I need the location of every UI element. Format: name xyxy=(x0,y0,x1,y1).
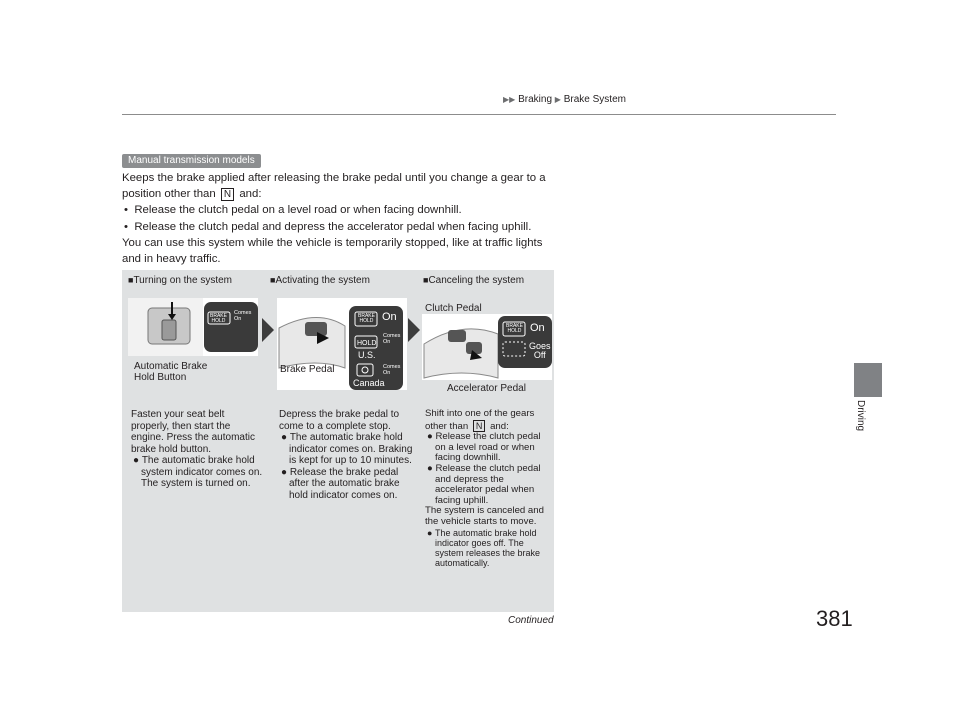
brake-hold-indicator-icon: BRAKE HOLD xyxy=(506,323,523,334)
chevron-right-icon: ▶▶ xyxy=(503,95,516,104)
breadcrumb-item-braking[interactable]: Braking xyxy=(518,94,552,105)
section-tab-label: Driving xyxy=(855,400,866,432)
intro-text xyxy=(122,170,562,267)
automatic-brake-hold-button-label: Automatic Brake Hold Button xyxy=(134,361,208,383)
step-text-activating: Depress the brake pedal to come to a complete stop. ● The automatic brake hold indicator comes on. Braking is kept for up to 10 minutes. ● Release the brake pedal after the automatic brake hold indicator comes on. xyxy=(279,409,413,501)
breadcrumb-item-brake-system[interactable]: Brake System xyxy=(563,94,626,105)
continued-label: Continued xyxy=(508,615,554,626)
step-bullet: ● The automatic brake hold system indicator comes on. The system is turned on. xyxy=(133,455,263,489)
hold-indicator-icon: HOLD xyxy=(357,340,377,347)
intro-outro: You can use this system while the vehicle is temporarily stopped, like at traffic lights and in heavy traffic. xyxy=(122,236,543,266)
figure-brake-pedal xyxy=(277,298,407,390)
intro-bullet: • Release the clutch pedal on a level road or when facing downhill. xyxy=(124,204,462,217)
step-bullet: ● Release the clutch pedal and depress the accelerator pedal when facing uphill. xyxy=(427,462,541,506)
on-label: On xyxy=(382,311,397,323)
heading-turning-on: ■Turning on the system xyxy=(128,275,233,286)
goes-off-label: Goes Off xyxy=(529,341,551,360)
gear-n-key: N xyxy=(473,420,486,432)
figure-clutch-accelerator xyxy=(422,314,552,380)
header-divider xyxy=(122,114,836,115)
step-bullet: ● The automatic brake hold indicator goes off. The system releases the brake automatically. xyxy=(427,527,541,568)
step-arrow-icon xyxy=(408,318,420,342)
on-label: On xyxy=(530,322,545,334)
step-bullet: ● The automatic brake hold indicator comes on. Braking is kept for up to 10 minutes. xyxy=(281,432,413,466)
intro-line2: position other than N and: xyxy=(122,188,262,201)
intro-bullet: • Release the clutch pedal and depress the accelerator pedal when facing uphill. xyxy=(124,220,532,233)
brake-hold-indicator-icon: BRAKE HOLD xyxy=(210,313,227,324)
chevron-right-icon: ▶ xyxy=(554,95,561,104)
page-number: 381 xyxy=(816,606,853,631)
brake-hold-indicator-icon: BRAKE HOLD xyxy=(358,313,375,324)
model-badge: Manual transmission models xyxy=(122,154,261,168)
section-tab xyxy=(854,363,882,397)
step-text-turning-on: Fasten your seat belt properly, then start the engine. Press the automatic brake hold button. ● The automatic brake hold system indicator comes on. The system is turned on. xyxy=(131,409,263,489)
us-label: U.S. xyxy=(358,350,376,360)
comes-on-label: Comes On xyxy=(383,333,401,345)
gear-n-key: N xyxy=(221,188,234,201)
comes-on-label: Comes On xyxy=(383,364,401,376)
comes-on-label: Comes On xyxy=(234,310,252,322)
step-bullet: ● Release the brake pedal after the automatic brake hold indicator comes on. xyxy=(281,466,400,501)
intro-line1: Keeps the brake applied after releasing the brake pedal until you change a gear to a xyxy=(122,172,546,184)
step-bullet: ● Release the clutch pedal on a level road or when facing downhill. xyxy=(427,431,541,464)
clutch-pedal-label: Clutch Pedal xyxy=(425,303,482,314)
step-arrow-icon xyxy=(262,318,274,342)
accelerator-pedal-label: Accelerator Pedal xyxy=(447,383,526,394)
button-illustration xyxy=(128,298,258,356)
canada-label: Canada xyxy=(353,378,385,388)
heading-canceling: ■Canceling the system xyxy=(423,275,525,286)
brake-pedal-label: Brake Pedal xyxy=(280,364,335,375)
figure-brake-hold-button xyxy=(128,298,258,356)
heading-activating: ■Activating the system xyxy=(270,275,370,286)
breadcrumb xyxy=(503,94,626,105)
step-text-canceling: Shift into one of the gears other than N and: ● Release the clutch pedal on a level road or when facing downhill. ● Release the clutch pedal and depress the accelerator pedal when facing uphill. The system is canceled and the vehicle starts to move. ● The automatic brake hold indicator goes off. The system releases the brake automatically. xyxy=(425,409,552,568)
